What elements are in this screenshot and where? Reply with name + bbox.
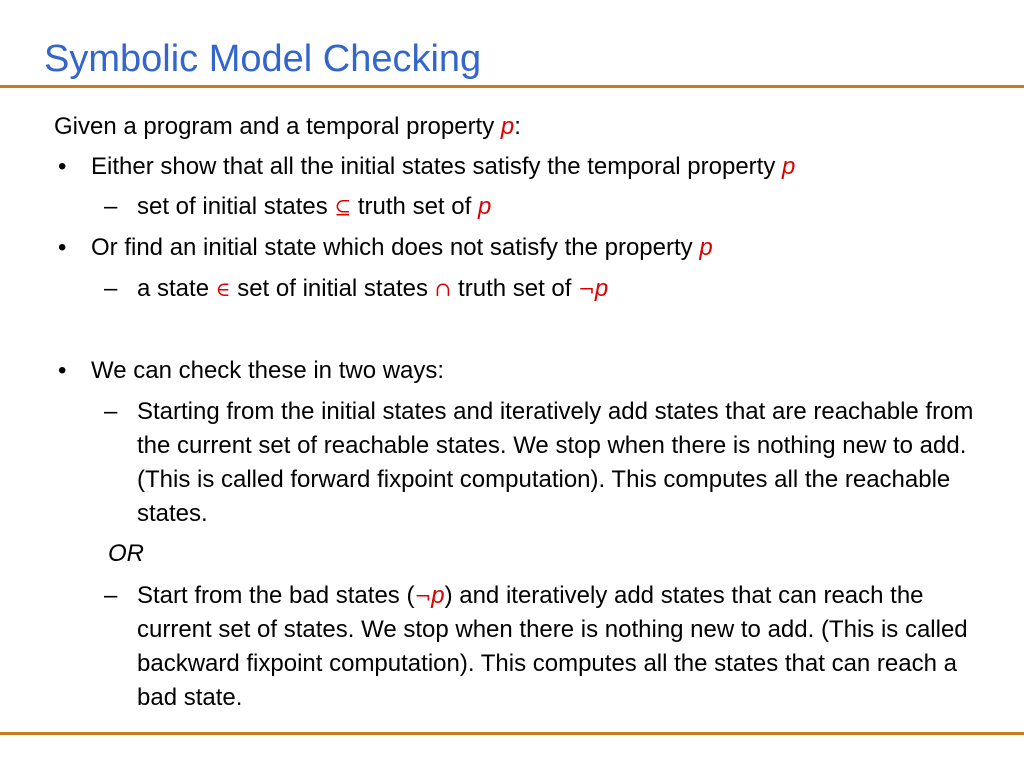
dash-marker: –	[104, 582, 118, 609]
sub-text-1: set of initial states	[137, 193, 335, 220]
sub-text-2: set of initial states	[230, 275, 435, 302]
backward-fixpoint-text	[137, 579, 997, 715]
bullet-marker: •	[58, 357, 67, 384]
subset-symbol: ⊆	[334, 195, 352, 219]
dash-marker: –	[104, 193, 118, 220]
property-p: p	[782, 153, 796, 180]
forward-fixpoint-text: Starting from the initial states and iteratively add states that are reachable from the current set of reachable states. We stop when there is nothing new to add. (This is called forward fixpoint computation). This computes all the reachable states.	[137, 398, 974, 527]
sub-text-1: a state	[137, 275, 216, 302]
sub-text-3: truth set of	[451, 275, 579, 302]
negation-symbol: ¬	[414, 584, 432, 608]
slide-title: Symbolic Model Checking	[44, 38, 482, 80]
footer-divider	[0, 732, 1024, 735]
property-p: p	[431, 582, 445, 609]
element-of-symbol: ∈	[215, 277, 231, 301]
dash-marker: –	[104, 398, 118, 425]
negation-symbol: ¬	[578, 277, 595, 301]
bullet-marker: •	[58, 234, 67, 261]
title-divider	[0, 85, 1024, 88]
intro-colon: :	[514, 113, 521, 140]
or-label: OR	[108, 540, 144, 567]
intro-line	[54, 110, 521, 144]
bullet-1-text: Either show that all the initial states satisfy the temporal property	[91, 153, 782, 180]
dash-marker: –	[104, 275, 118, 302]
intro-text: Given a program and a temporal property	[54, 113, 501, 140]
property-p: p	[699, 234, 713, 261]
bullet-2-text: Or find an initial state which does not satisfy the property	[91, 234, 700, 261]
bullet-3-text: We can check these in two ways:	[91, 357, 445, 384]
sub-text-2: ) and iteratively add states that can reach the current set of states. We stop when there is nothing new to add. (This is called backward fixpoint computation). This computes all the states that can reach a bad state.	[137, 582, 968, 711]
intersection-symbol: ∩	[434, 277, 452, 301]
sub-text-2: truth set of	[351, 193, 478, 220]
property-p: p	[594, 275, 609, 302]
property-p: p	[500, 113, 515, 140]
bullet-marker: •	[58, 153, 67, 180]
sub-text-1: Start from the bad states (	[137, 582, 415, 609]
property-p: p	[477, 193, 492, 220]
